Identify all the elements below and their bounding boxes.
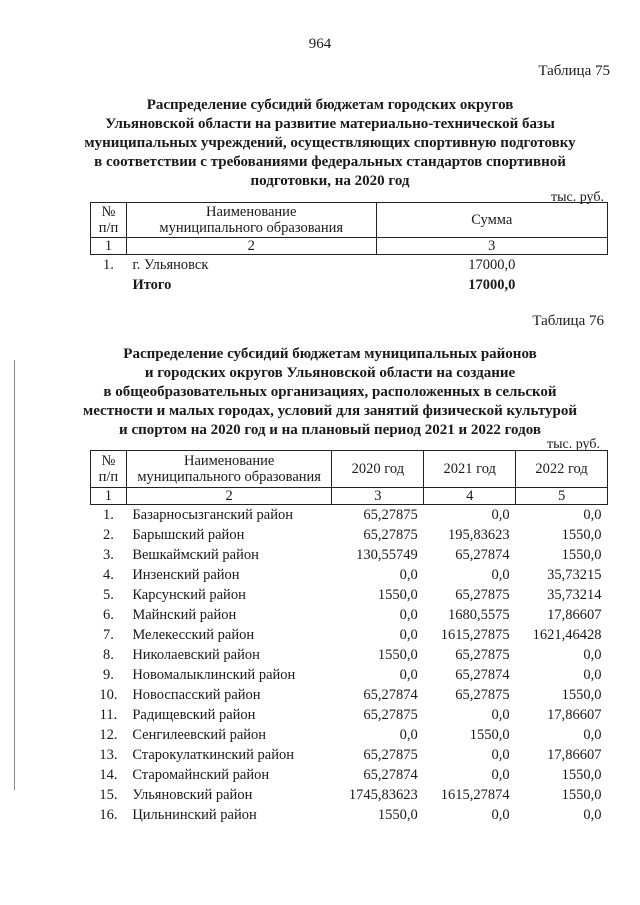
row-2020: 65,27875 [363, 707, 418, 723]
row-2021: 195,83623 [448, 527, 510, 543]
title-line: Распределение субсидий бюджетам муниципальных районов [123, 346, 537, 362]
row-sum: 17000,0 [468, 257, 516, 273]
row-name: Ульяновский район [132, 787, 253, 803]
row-name: Барышский район [132, 527, 245, 543]
table-76-body [91, 505, 608, 826]
header-text: № [101, 453, 116, 469]
title-line: и спортом на 2020 год и на плановый период 2021 и 2022 годов [119, 422, 541, 438]
title-line: в общеобразовательных организациях, расположенных в сельской [103, 384, 557, 400]
row-name: Старомайнский район [132, 767, 270, 783]
title-line: и городских округов Ульяновской области на создание [144, 365, 516, 381]
row-2020: 0,0 [399, 727, 418, 743]
title-line: местности и малых городах, условий для занятий физической культурой [82, 403, 577, 419]
col-number: 1 [91, 488, 127, 505]
row-name: Карсунский район [132, 587, 246, 603]
col-number: 4 [424, 488, 516, 505]
table-row [91, 645, 608, 665]
table-row [91, 625, 608, 645]
row-2020: 1550,0 [377, 807, 418, 823]
row-2021: 1615,27875 [440, 627, 510, 643]
row-num: 2. [102, 527, 114, 543]
table-row [91, 255, 608, 276]
table-row [91, 585, 608, 605]
row-num: 4. [102, 567, 114, 583]
row-2021: 1680,5575 [448, 607, 510, 623]
row-2021: 1550,0 [469, 727, 510, 743]
title-line: Ульяновской области на развитие материально-технической базы [105, 116, 555, 132]
row-2020: 65,27874 [363, 767, 418, 783]
header-text: муниципального образования [137, 469, 321, 485]
row-2021: 0,0 [491, 747, 510, 763]
col-number: 5 [516, 488, 608, 505]
row-2022: 17,86607 [547, 747, 602, 763]
table-76-title [56, 345, 604, 440]
row-2021: 65,27875 [455, 587, 510, 603]
row-2020: 130,55749 [356, 547, 418, 563]
row-name: Николаевский район [132, 647, 260, 663]
table-row [91, 545, 608, 565]
row-name: Новомалыклинский район [132, 667, 296, 683]
header-name [126, 203, 376, 238]
row-2021: 0,0 [491, 567, 510, 583]
row-name: г. Ульяновск [132, 257, 209, 273]
row-num: 9. [102, 667, 114, 683]
row-2022: 0,0 [583, 667, 602, 683]
row-name: Базарносызганский район [132, 507, 294, 523]
row-num: 5. [102, 587, 114, 603]
row-name: Старокулаткинский район [132, 747, 294, 763]
column-number-row [91, 238, 608, 255]
table-row [91, 525, 608, 545]
row-num: 14. [99, 767, 118, 783]
row-num: 12. [99, 727, 118, 743]
col-number: 3 [376, 238, 607, 255]
scan-edge-line [14, 360, 15, 790]
row-num: 11. [99, 707, 118, 723]
table-75 [90, 202, 608, 295]
table-row [91, 805, 608, 825]
row-2022: 1550,0 [561, 687, 602, 703]
row-2020: 0,0 [399, 667, 418, 683]
row-num: 1. [103, 257, 114, 273]
row-name: Цильнинский район [132, 807, 257, 823]
row-num: 3. [102, 547, 114, 563]
total-sum: 17000,0 [468, 277, 516, 293]
row-2020: 65,27875 [363, 527, 418, 543]
row-name: Майнский район [132, 607, 237, 623]
row-2022: 0,0 [583, 507, 602, 523]
row-2021: 65,27874 [455, 547, 510, 563]
table-row [91, 705, 608, 725]
row-num: 7. [102, 627, 114, 643]
row-2022: 0,0 [583, 727, 602, 743]
row-2022: 17,86607 [547, 607, 602, 623]
title-line: муниципальных учреждений, осуществляющих спортивную подготовку [84, 135, 576, 151]
table-header-row [91, 203, 608, 238]
column-number-row [91, 488, 608, 505]
header-text: п/п [98, 469, 119, 485]
row-2020: 1550,0 [377, 647, 418, 663]
row-name: Радищевский район [132, 707, 256, 723]
row-num: 13. [99, 747, 118, 763]
row-2022: 0,0 [583, 807, 602, 823]
row-2020: 1550,0 [377, 587, 418, 603]
table-75-units: тыс. руб. [551, 190, 604, 205]
table-76-units: тыс. руб. [547, 437, 600, 452]
page-number: 964 [308, 36, 332, 52]
header-num [91, 451, 127, 488]
header-text: п/п [98, 220, 119, 236]
row-num: 10. [99, 687, 118, 703]
row-name: Новоспасский район [132, 687, 261, 703]
col-number: 2 [126, 238, 376, 255]
header-text: № [101, 204, 116, 220]
header-2021: 2021 год [424, 451, 516, 488]
header-name [126, 451, 332, 488]
row-2020: 0,0 [399, 607, 418, 623]
header-text: Наименование [183, 453, 275, 469]
header-num [91, 203, 127, 238]
total-row [91, 275, 608, 295]
col-number: 2 [126, 488, 332, 505]
row-num: 16. [99, 807, 118, 823]
row-2020: 1745,83623 [348, 787, 418, 803]
row-2022: 0,0 [583, 647, 602, 663]
table-75-label: Таблица 75 [538, 63, 610, 79]
row-2020: 65,27875 [363, 507, 418, 523]
row-2022: 1550,0 [561, 547, 602, 563]
col-number: 3 [332, 488, 424, 505]
header-text: муниципального образования [159, 220, 344, 236]
row-2020: 0,0 [399, 567, 418, 583]
row-2021: 65,27874 [455, 667, 510, 683]
row-num: 15. [99, 787, 118, 803]
row-name: Инзенский район [132, 567, 240, 583]
table-row [91, 765, 608, 785]
table-row [91, 685, 608, 705]
table-row [91, 505, 608, 526]
total-label: Итого [132, 277, 172, 293]
table-row [91, 725, 608, 745]
row-name: Мелекесский район [132, 627, 255, 643]
table-row [91, 565, 608, 585]
row-2022: 1621,46428 [532, 627, 602, 643]
table-76 [90, 450, 608, 825]
row-2021: 0,0 [491, 767, 510, 783]
header-2020: 2020 год [332, 451, 424, 488]
row-name: Сенгилеевский район [132, 727, 267, 743]
header-2022: 2022 год [516, 451, 608, 488]
row-2022: 1550,0 [561, 527, 602, 543]
table-75-title [60, 96, 600, 191]
table-row [91, 785, 608, 805]
table-row [91, 745, 608, 765]
title-line: подготовки, на 2020 год [250, 173, 410, 189]
row-2022: 1550,0 [561, 767, 602, 783]
row-2021: 1615,27874 [440, 787, 510, 803]
row-num: 6. [102, 607, 114, 623]
row-2021: 65,27875 [455, 647, 510, 663]
table-header-row [91, 451, 608, 488]
row-num: 8. [102, 647, 114, 663]
header-sum: Сумма [376, 203, 607, 238]
title-line: в соответствии с требованиями федеральных стандартов спортивной [94, 154, 566, 170]
title-line: Распределение субсидий бюджетам городских округов [146, 97, 514, 113]
row-2022: 1550,0 [561, 787, 602, 803]
col-number: 1 [91, 238, 127, 255]
row-2020: 65,27874 [363, 687, 418, 703]
row-2022: 17,86607 [547, 707, 602, 723]
row-2021: 0,0 [491, 507, 510, 523]
row-num: 1. [102, 507, 114, 523]
table-row [91, 605, 608, 625]
row-2021: 65,27875 [455, 687, 510, 703]
row-2021: 0,0 [491, 807, 510, 823]
row-2022: 35,73214 [547, 587, 602, 603]
row-2020: 65,27875 [363, 747, 418, 763]
row-2020: 0,0 [399, 627, 418, 643]
row-2022: 35,73215 [547, 567, 602, 583]
row-2021: 0,0 [491, 707, 510, 723]
table-row [91, 665, 608, 685]
header-text: Наименование [206, 204, 297, 220]
row-name: Вешкаймский район [132, 547, 259, 563]
table-76-label: Таблица 76 [532, 313, 604, 329]
empty-cell [91, 275, 127, 295]
